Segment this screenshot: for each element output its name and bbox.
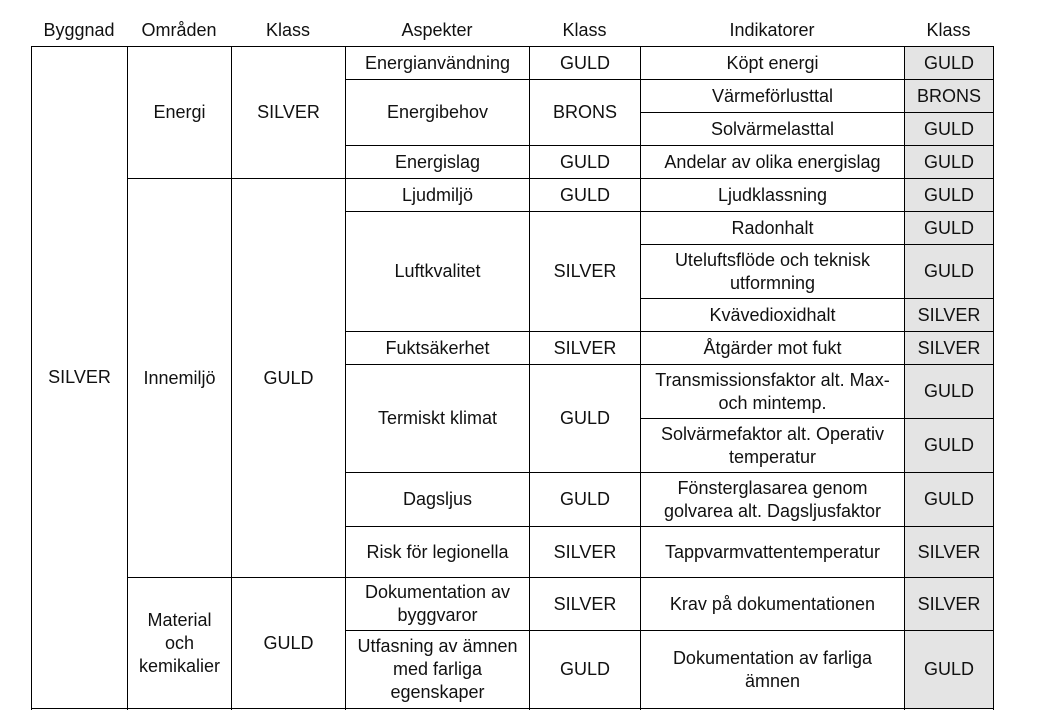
header-omraden: Områden [141, 19, 217, 40]
indikator-klass: SILVER [905, 332, 994, 365]
indikator-klass: SILVER [905, 299, 994, 332]
indikator-klass: BRONS [905, 80, 994, 113]
header-klass-aspekter: Klass [562, 19, 607, 40]
indikator-name: Tappvarmvattentemperatur [641, 527, 905, 578]
header-aspekter: Aspekter [401, 19, 473, 40]
indikator-name: Dokumentation av farliga ämnen [641, 631, 905, 709]
aspekt-name: Energislag [346, 146, 530, 179]
header-byggnad: Byggnad [43, 19, 115, 40]
omrade-name: Innemiljö [128, 179, 232, 578]
omrade-klass: SILVER [232, 47, 346, 179]
aspekt-name: Risk för legionella [346, 527, 530, 578]
indikator-klass: GULD [905, 631, 994, 709]
indikator-klass: GULD [905, 179, 994, 212]
aspekt-name: Luftkvalitet [346, 212, 530, 332]
aspekt-klass: SILVER [530, 578, 641, 631]
byggnad-klass: SILVER [32, 47, 128, 709]
indikator-name: Ljudklassning [641, 179, 905, 212]
aspekt-klass: GULD [530, 179, 641, 212]
indikator-klass: GULD [905, 146, 994, 179]
aspekt-name: Termiskt klimat [346, 365, 530, 473]
header-klass-indikatorer: Klass [926, 19, 971, 40]
aspekt-name: Fuktsäkerhet [346, 332, 530, 365]
indikator-name: Andelar av olika energislag [641, 146, 905, 179]
indikator-name: Köpt energi [641, 47, 905, 80]
aspekt-klass: GULD [530, 47, 641, 80]
aspekt-klass: GULD [530, 146, 641, 179]
indikator-name: Fönsterglasarea genom golvarea alt. Dagsljusfaktor [641, 473, 905, 527]
indikator-klass: GULD [905, 365, 994, 419]
classification-table [31, 46, 994, 709]
omrade-name: Energi [128, 47, 232, 179]
indikator-name: Radonhalt [641, 212, 905, 245]
aspekt-klass: BRONS [530, 80, 641, 146]
indikator-klass: GULD [905, 473, 994, 527]
omrade-klass: GULD [232, 578, 346, 709]
indikator-klass: GULD [905, 212, 994, 245]
aspekt-name: Energianvändning [346, 47, 530, 80]
indikator-klass: GULD [905, 245, 994, 299]
aspekt-klass: GULD [530, 365, 641, 473]
indikator-name: Kvävedioxidhalt [641, 299, 905, 332]
aspekt-name: Utfasning av ämnen med farliga egenskaper [346, 631, 530, 709]
aspekt-name: Energibehov [346, 80, 530, 146]
aspekt-klass: GULD [530, 473, 641, 527]
omrade-klass: GULD [232, 179, 346, 578]
aspekt-klass: SILVER [530, 527, 641, 578]
aspekt-klass: SILVER [530, 332, 641, 365]
indikator-klass: SILVER [905, 578, 994, 631]
header-klass-omraden: Klass [265, 19, 310, 40]
aspekt-name: Dagsljus [346, 473, 530, 527]
indikator-name: Uteluftsflöde och teknisk utformning [641, 245, 905, 299]
aspekt-klass: GULD [530, 631, 641, 709]
aspekt-name: Ljudmiljö [346, 179, 530, 212]
indikator-klass: GULD [905, 47, 994, 80]
indikator-klass: GULD [905, 419, 994, 473]
indikator-klass: SILVER [905, 527, 994, 578]
aspekt-name: Dokumentation av byggvaror [346, 578, 530, 631]
indikator-name: Krav på dokumentationen [641, 578, 905, 631]
indikator-name: Solvärmelasttal [641, 113, 905, 146]
indikator-name: Solvärmefaktor alt. Operativ temperatur [641, 419, 905, 473]
indikator-name: Åtgärder mot fukt [641, 332, 905, 365]
omrade-name: Material och kemikalier [128, 578, 232, 709]
indikator-klass: GULD [905, 113, 994, 146]
header-indikatorer: Indikatorer [729, 19, 815, 40]
indikator-name: Transmissionsfaktor alt. Max- och mintemp. [641, 365, 905, 419]
indikator-name: Värmeförlusttal [641, 80, 905, 113]
aspekt-klass: SILVER [530, 212, 641, 332]
